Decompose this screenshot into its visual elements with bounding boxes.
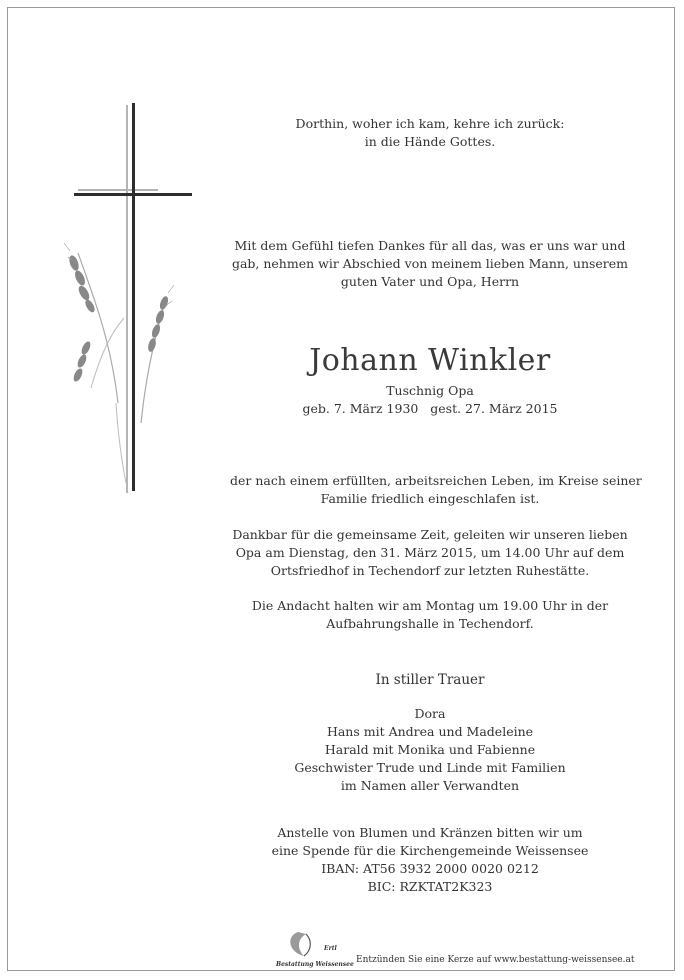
- funeral-block: [230, 526, 630, 580]
- intro-line: gab, nehmen wir Abschied von meinem lieben Mann, unserem: [231, 256, 629, 271]
- funeral-line: Opa am Dienstag, den 31. März 2015, um 14.00 Uhr auf dem: [235, 545, 625, 560]
- vigil-line: Aufbahrungshalle in Techendorf.: [326, 616, 534, 631]
- funeral-line: Ortsfriedhof in Techendorf zur letzten Ruhestätte.: [270, 563, 590, 578]
- vigil-block: [230, 597, 630, 633]
- intro-line: Mit dem Gefühl tiefen Dankes für all das, was er uns war und: [234, 238, 626, 253]
- donation-bic: BIC: RZKTAT2K323: [367, 879, 493, 894]
- candle-link-text[interactable]: Entzünden Sie eine Kerze auf www.bestattung-weissensee.at: [356, 955, 635, 965]
- donation-line: eine Spende für die Kirchengemeinde Weissensee: [271, 843, 589, 858]
- logo-brand: Ertl: [324, 945, 337, 952]
- quote-block: [230, 115, 630, 151]
- logo-name: Bestattung Weissensee: [276, 961, 354, 968]
- passing-block: [230, 472, 642, 508]
- donation-iban: IBAN: AT56 3932 2000 0020 0212: [321, 861, 539, 876]
- mourners-list: [230, 705, 630, 795]
- donation-line: Anstelle von Blumen und Kränzen bitten wir um: [277, 825, 583, 840]
- quote-line: in die Hände Gottes.: [364, 134, 496, 149]
- deceased-nickname: Tuschnig Opa: [386, 383, 474, 398]
- intro-block: [230, 237, 630, 291]
- intro-line: guten Vater und Opa, Herrn: [340, 274, 520, 289]
- mourning-heading: In stiller Trauer: [375, 672, 485, 688]
- passing-line: Familie friedlich eingeschlafen ist.: [320, 491, 540, 506]
- obituary-card: [7, 7, 675, 971]
- deceased-name: Johann Winkler: [309, 343, 551, 378]
- footer: [276, 926, 635, 974]
- funeral-line: Dankbar für die gemeinsame Zeit, geleiten wir unseren lieben: [232, 527, 628, 542]
- mourner-item: Harald mit Monika und Fabienne: [324, 742, 536, 757]
- deceased-info: [230, 382, 630, 418]
- cross-with-wheat-icon: [56, 103, 196, 495]
- vigil-line: Die Andacht halten wir am Montag um 19.00 Uhr in der: [251, 598, 609, 613]
- mourner-item: im Namen aller Verwandten: [340, 778, 520, 793]
- mourner-item: Geschwister Trude und Linde mit Familien: [294, 760, 566, 775]
- mourner-item: Hans mit Andrea und Madeleine: [326, 724, 534, 739]
- deceased-dates: geb. 7. März 1930 gest. 27. März 2015: [302, 401, 558, 416]
- passing-line: der nach einem erfüllten, arbeitsreichen Leben, im Kreise seiner: [230, 473, 642, 488]
- quote-line: Dorthin, woher ich kam, kehre ich zurück:: [295, 116, 565, 131]
- donation-block: [230, 824, 630, 896]
- mourner-item: Dora: [414, 706, 446, 721]
- bestattung-logo-icon: [276, 926, 356, 974]
